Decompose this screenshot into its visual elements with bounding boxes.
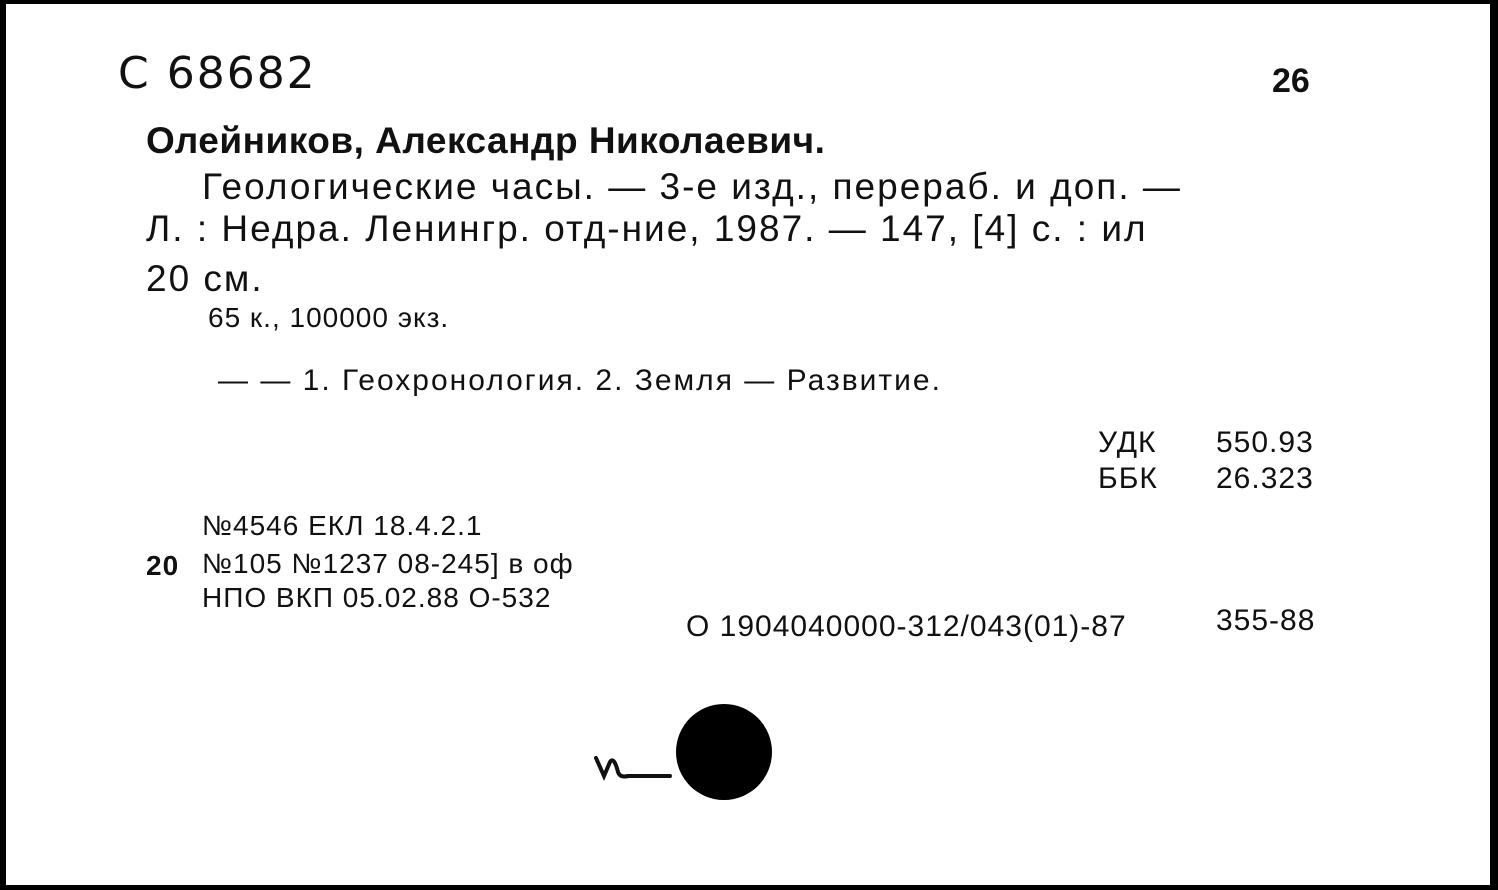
price-line: 65 к., 100000 экз. [208,302,450,333]
classification-code: О 1904040000-312/043(01)-87 [686,610,1127,643]
print-line-1: №4546 ЕКЛ 18.4.2.1 [202,510,483,541]
udk-value: 550.93 [1216,426,1314,459]
card-number: 355-88 [1216,604,1316,637]
title-line-2: Л. : Недра. Ленингр. отд-ние, 1987. — 147, [4] с. : ил [146,208,1148,249]
corner-number: 26 [1272,62,1310,100]
title-line-3: 20 см. [146,258,264,299]
udk-label: УДК [1098,426,1157,459]
handwritten-mark [594,746,674,786]
punched-hole [676,704,772,800]
title-line-1: Геологические часы. — 3-е изд., перераб. и доп. — [202,166,1182,207]
bbk-label: ББК [1098,462,1158,495]
bbk-value: 26.323 [1216,462,1314,495]
shelf-mark: С 68682 [118,48,317,99]
print-line-2: №105 №1237 08-245] в оф [202,548,574,579]
subject-headings: — — 1. Геохронология. 2. Земля — Развитие. [218,364,942,397]
author-heading: Олейников, Александр Николаевич. [146,120,826,161]
print-number: 20 [146,550,180,581]
print-line-3: НПО ВКП 05.02.88 О-532 [202,582,552,613]
catalog-card [6,4,1490,885]
